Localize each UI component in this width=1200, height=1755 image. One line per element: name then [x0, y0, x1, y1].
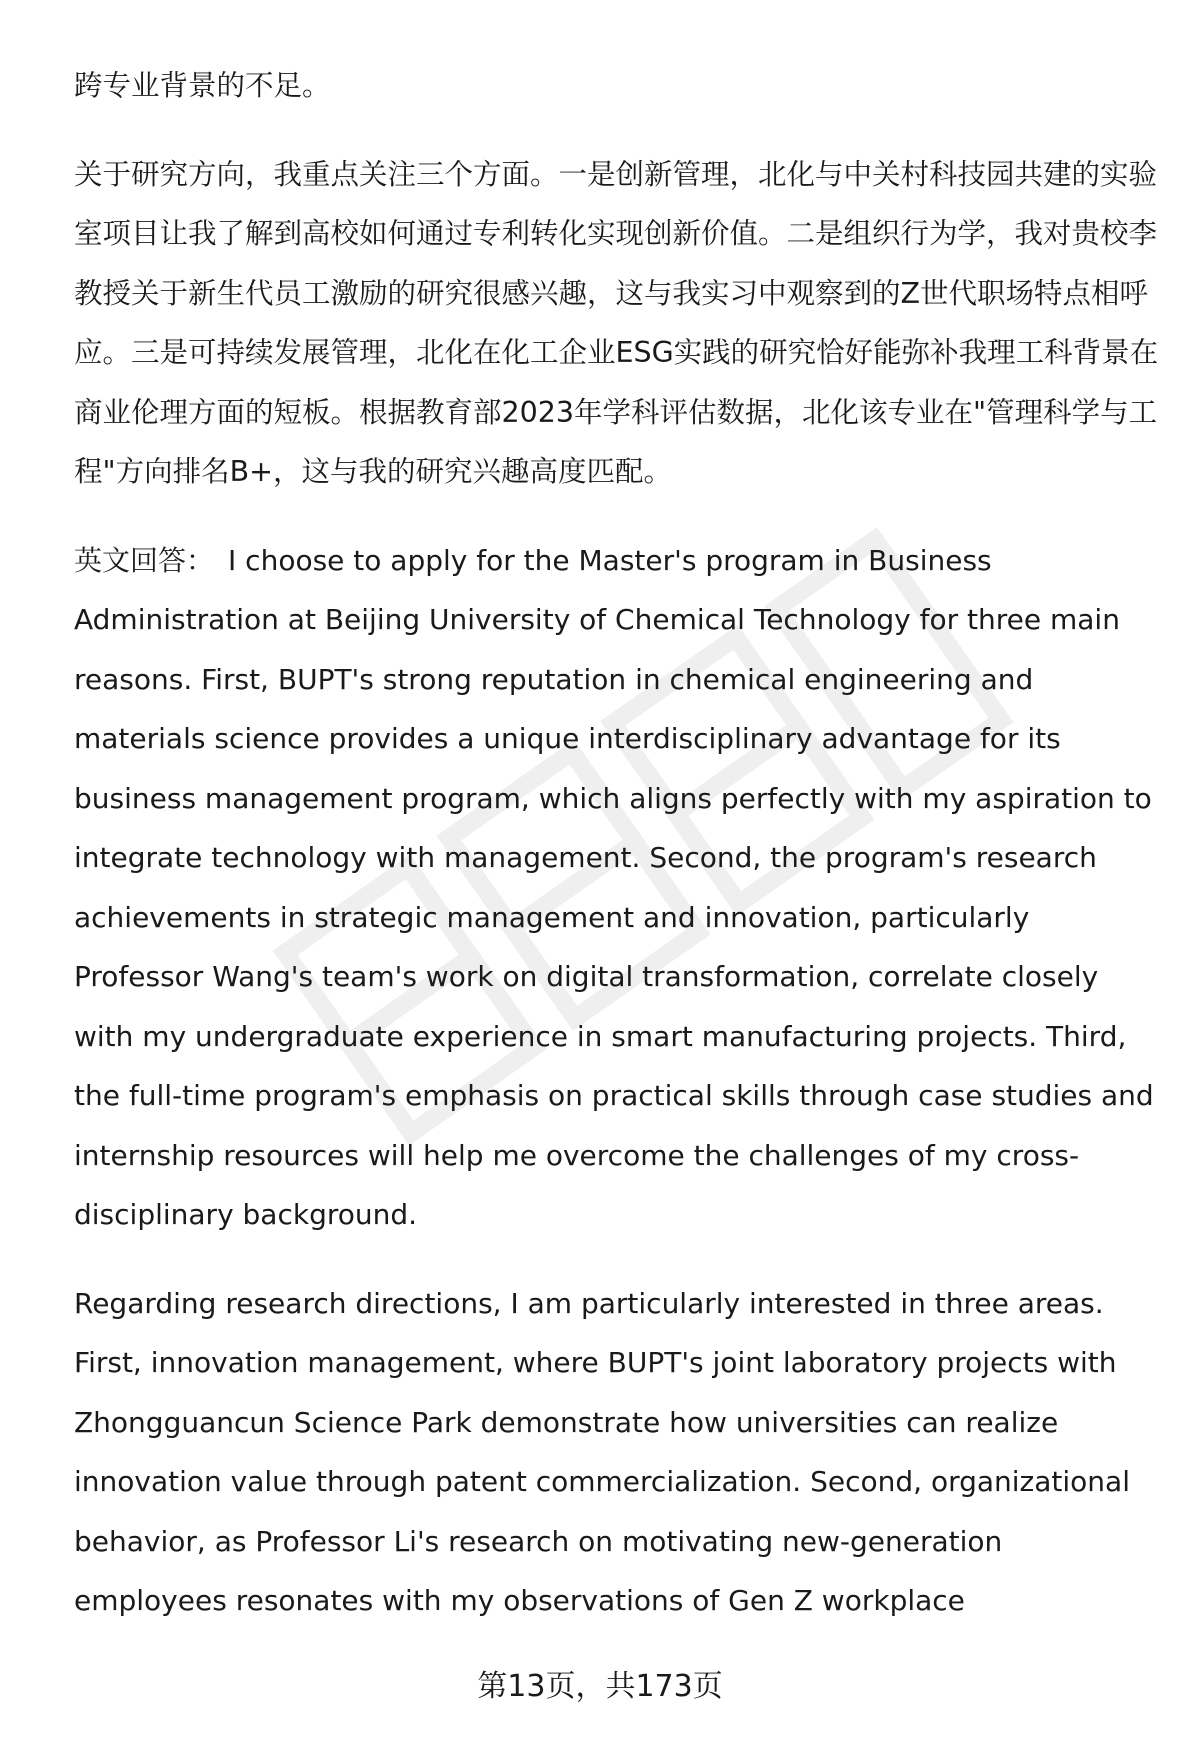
- paragraph-4: Regarding research directions, I am particularly interested in three areas. First, innovation management, where BUPT's joint laboratory projects with Zhongguancun Science Park demonstrate how universities can realize innovation value through patent commercialization. Second, organizational behavior, as Professor Li's research on motivating new-generation employees resonates with my observations of Gen Z workplace: [74, 1286, 1130, 1617]
- paragraph-3-text: I choose to apply for the Master's program in Business Administration at Beijing University of Chemical Technology for three main reasons. First, BUPT's strong reputation in chemical engineering and materials science provides a unique interdisciplinary advantage for its business management program, which aligns perfectly with my aspiration to integrate technology with management. Second, the program's research achievements in strategic management and innovation, particularly Professor Wang's team's work on digital transformation, correlate closely with my undergraduate experience in smart manufacturing projects. Third, the full-time program's emphasis on practical skills through case studies and internship resources will help me overcome the challenges of my cross-disciplinary background.: [74, 543, 1154, 1231]
- document-body: [74, 56, 1160, 1631]
- paragraph-3: [74, 531, 1160, 1245]
- paragraph-2: 关于研究方向，我重点关注三个方面。一是创新管理，北化与中关村科技园共建的实验室项目让我了解到高校如何通过专利转化实现创新价值。二是组织行为学，我对贵校李教授关于新生代员工激励的研究很感兴趣，这与我实习中观察到的Z世代职场特点相呼应。三是可持续发展管理，北化在化工企业ESG实践的研究恰好能弥补我理工科背景在商业伦理方面的短板。根据教育部2023年学科评估数据，北化该专业在"管理科学与工程"方向排名B+，这与我的研究兴趣高度匹配。: [74, 157, 1159, 488]
- answer-label: 英文回答：: [74, 543, 215, 577]
- page-number: 第13页，共173页: [477, 1669, 723, 1704]
- paragraph-1: 跨专业背景的不足。: [74, 69, 331, 102]
